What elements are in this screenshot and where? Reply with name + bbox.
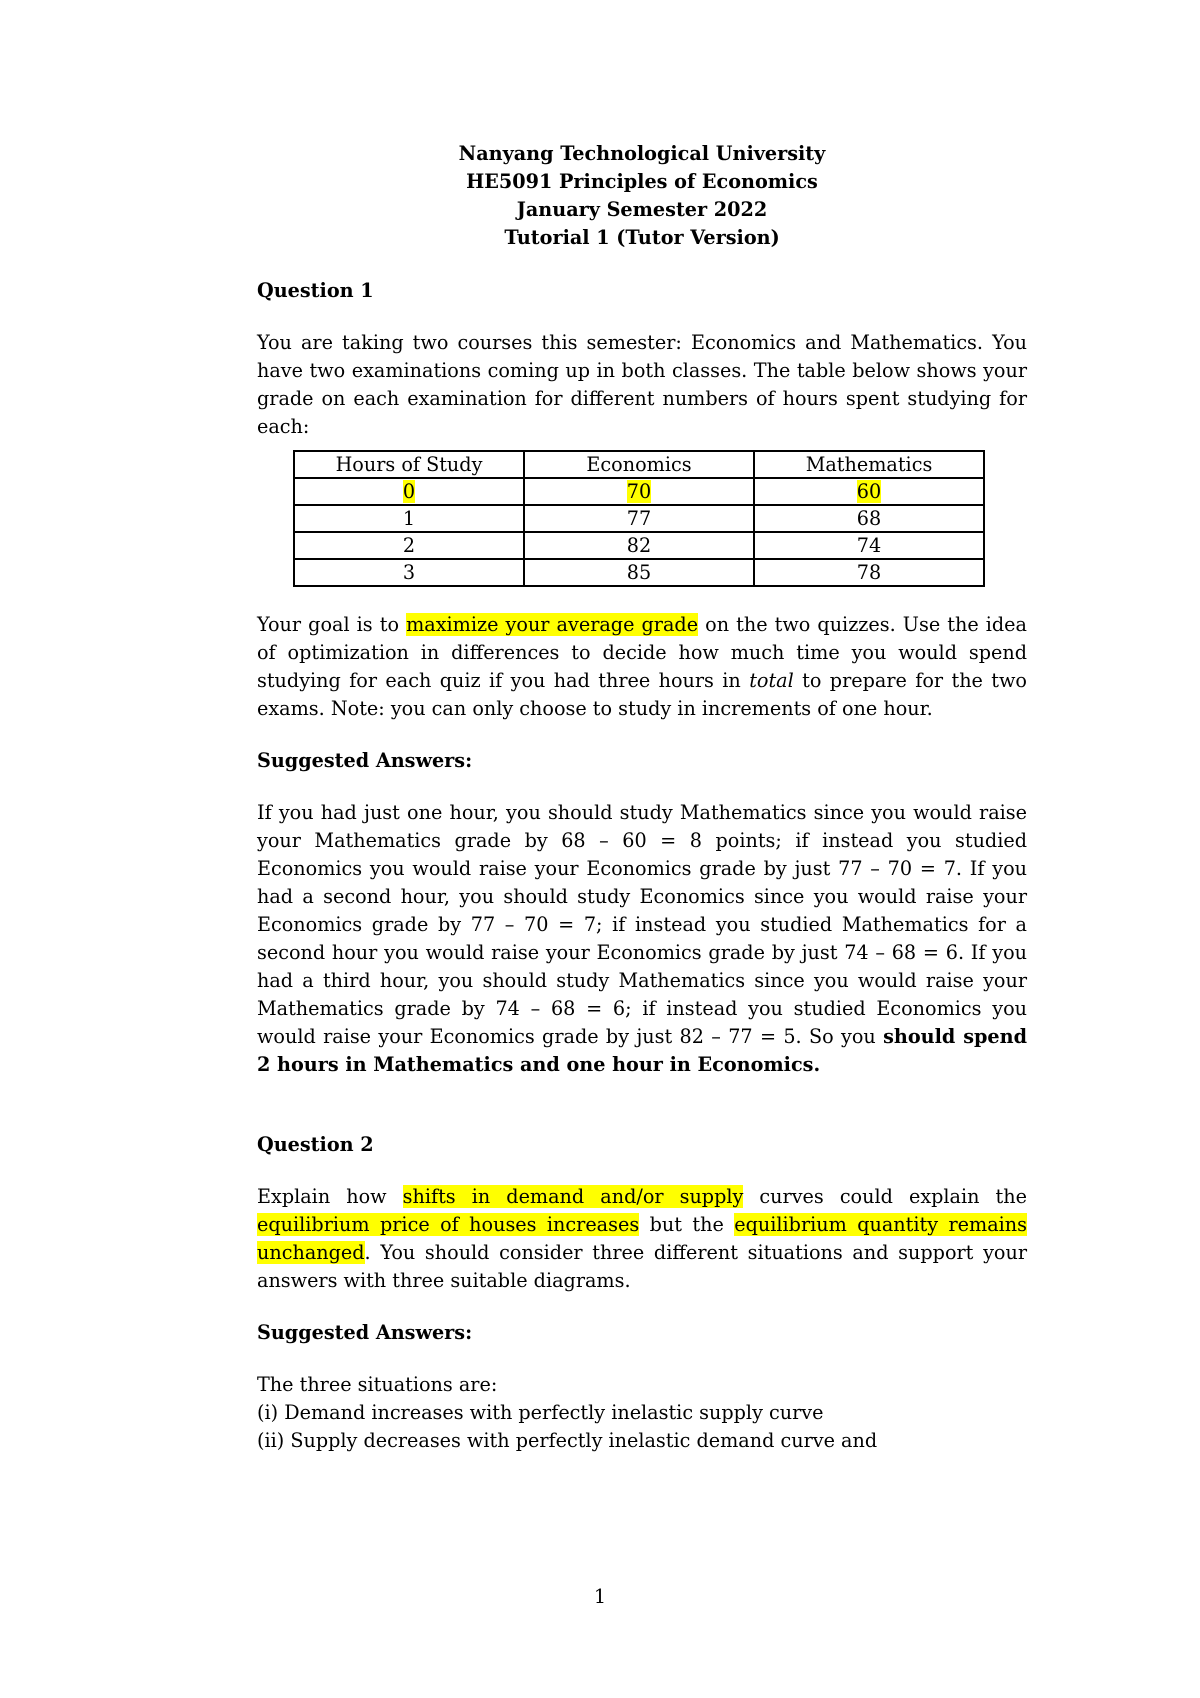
- table-cell: 77: [524, 505, 754, 532]
- situations-intro: The three situations are:: [257, 1373, 498, 1396]
- question-1-goal: [257, 611, 1027, 723]
- table-cell: 3: [294, 559, 524, 586]
- question-2-answers-title: Suggested Answers:: [257, 1321, 473, 1344]
- semester-label: January Semester 2022: [516, 198, 768, 221]
- grades-table: [293, 450, 985, 587]
- page-content: [257, 140, 1027, 1455]
- goal-text: Your goal is to: [257, 613, 407, 636]
- goal-text: to prepare for the two exams. Note: you can only choose to study in increments of one hour.: [257, 669, 1027, 720]
- table-cell: 1: [294, 505, 524, 532]
- highlighted-cell-value: 70: [626, 480, 652, 503]
- table-row: [294, 478, 984, 505]
- question-2-body: [257, 1183, 1027, 1295]
- question-1-title: Question 1: [257, 279, 374, 302]
- highlighted-cell-value: 0: [402, 480, 416, 503]
- question-1-answers-title: Suggested Answers:: [257, 749, 473, 772]
- table-cell: 78: [754, 559, 984, 586]
- q2-text: . You should consider three different situations and support your answers with three suitable diagrams.: [257, 1241, 1027, 1292]
- table-cell: 2: [294, 532, 524, 559]
- university-name: Nanyang Technological University: [458, 142, 826, 165]
- question-2-title: Question 2: [257, 1133, 374, 1156]
- table-cell: 74: [754, 532, 984, 559]
- table-row: [294, 532, 984, 559]
- document-header: [257, 140, 1027, 252]
- answer-text: If you had just one hour, you should study Mathematics since you would raise your Mathematics grade by 68 – 60 = 8 points; if instead you studied Economics you would raise your Economics grade by just 77 – 70 = 7. If you had a second hour, you should study Economics since you would raise your Economics grade by 77 – 70 = 7; if instead you studied Mathematics for a second hour you would raise your Economics grade by just 74 – 68 = 6. If you had a third hour, you should study Mathematics since you would raise your Mathematics grade by 74 – 68 = 6; if instead you studied Economics you would raise your Economics grade by just 82 – 77 = 5. So you: [257, 801, 1027, 1048]
- situation-item: (i) Demand increases with perfectly inelastic supply curve: [257, 1401, 824, 1424]
- goal-highlight: maximize your average grade: [406, 613, 699, 636]
- situation-item: (ii) Supply decreases with perfectly inelastic demand curve and: [257, 1429, 878, 1452]
- q2-text: but the: [639, 1213, 735, 1236]
- table-row: [294, 505, 984, 532]
- q2-highlight: equilibrium price of houses increases: [257, 1213, 640, 1236]
- table-cell: [524, 478, 754, 505]
- table-header-cell: Hours of Study: [294, 451, 524, 478]
- table-header-row: [294, 451, 984, 478]
- goal-text: on the two quizzes. Use the idea of optimization in differences to decide how much time you would spend studying for each quiz if you had three hours in: [257, 613, 1027, 692]
- table-header-cell: Mathematics: [754, 451, 984, 478]
- question-1-answer: [257, 799, 1027, 1079]
- table-cell: [754, 478, 984, 505]
- q2-highlight: equilibrium quantity remains unchanged: [257, 1213, 1027, 1264]
- course-title: HE5091 Principles of Economics: [466, 170, 818, 193]
- table-cell: 85: [524, 559, 754, 586]
- table-cell: 82: [524, 532, 754, 559]
- table-header-cell: Economics: [524, 451, 754, 478]
- q2-highlight: shifts in demand and/or supply: [402, 1185, 744, 1208]
- answer-conclusion: should spend 2 hours in Mathematics and one hour in Economics.: [257, 1025, 1027, 1076]
- goal-emphasis: total: [749, 669, 794, 692]
- highlighted-cell-value: 60: [856, 480, 882, 503]
- tutorial-label: Tutorial 1 (Tutor Version): [504, 226, 780, 249]
- page-number: 1: [593, 1585, 607, 1608]
- table-cell: [294, 478, 524, 505]
- q2-text: Explain how: [257, 1185, 403, 1208]
- table-cell: 68: [754, 505, 984, 532]
- question-1-intro: You are taking two courses this semester: Economics and Mathematics. You have two examinations coming up in both classes. The table below shows your grade on each examination for different numbers of hours spent studying for each:: [257, 331, 1027, 438]
- table-row: [294, 559, 984, 586]
- q2-text: curves could explain the: [743, 1185, 1027, 1208]
